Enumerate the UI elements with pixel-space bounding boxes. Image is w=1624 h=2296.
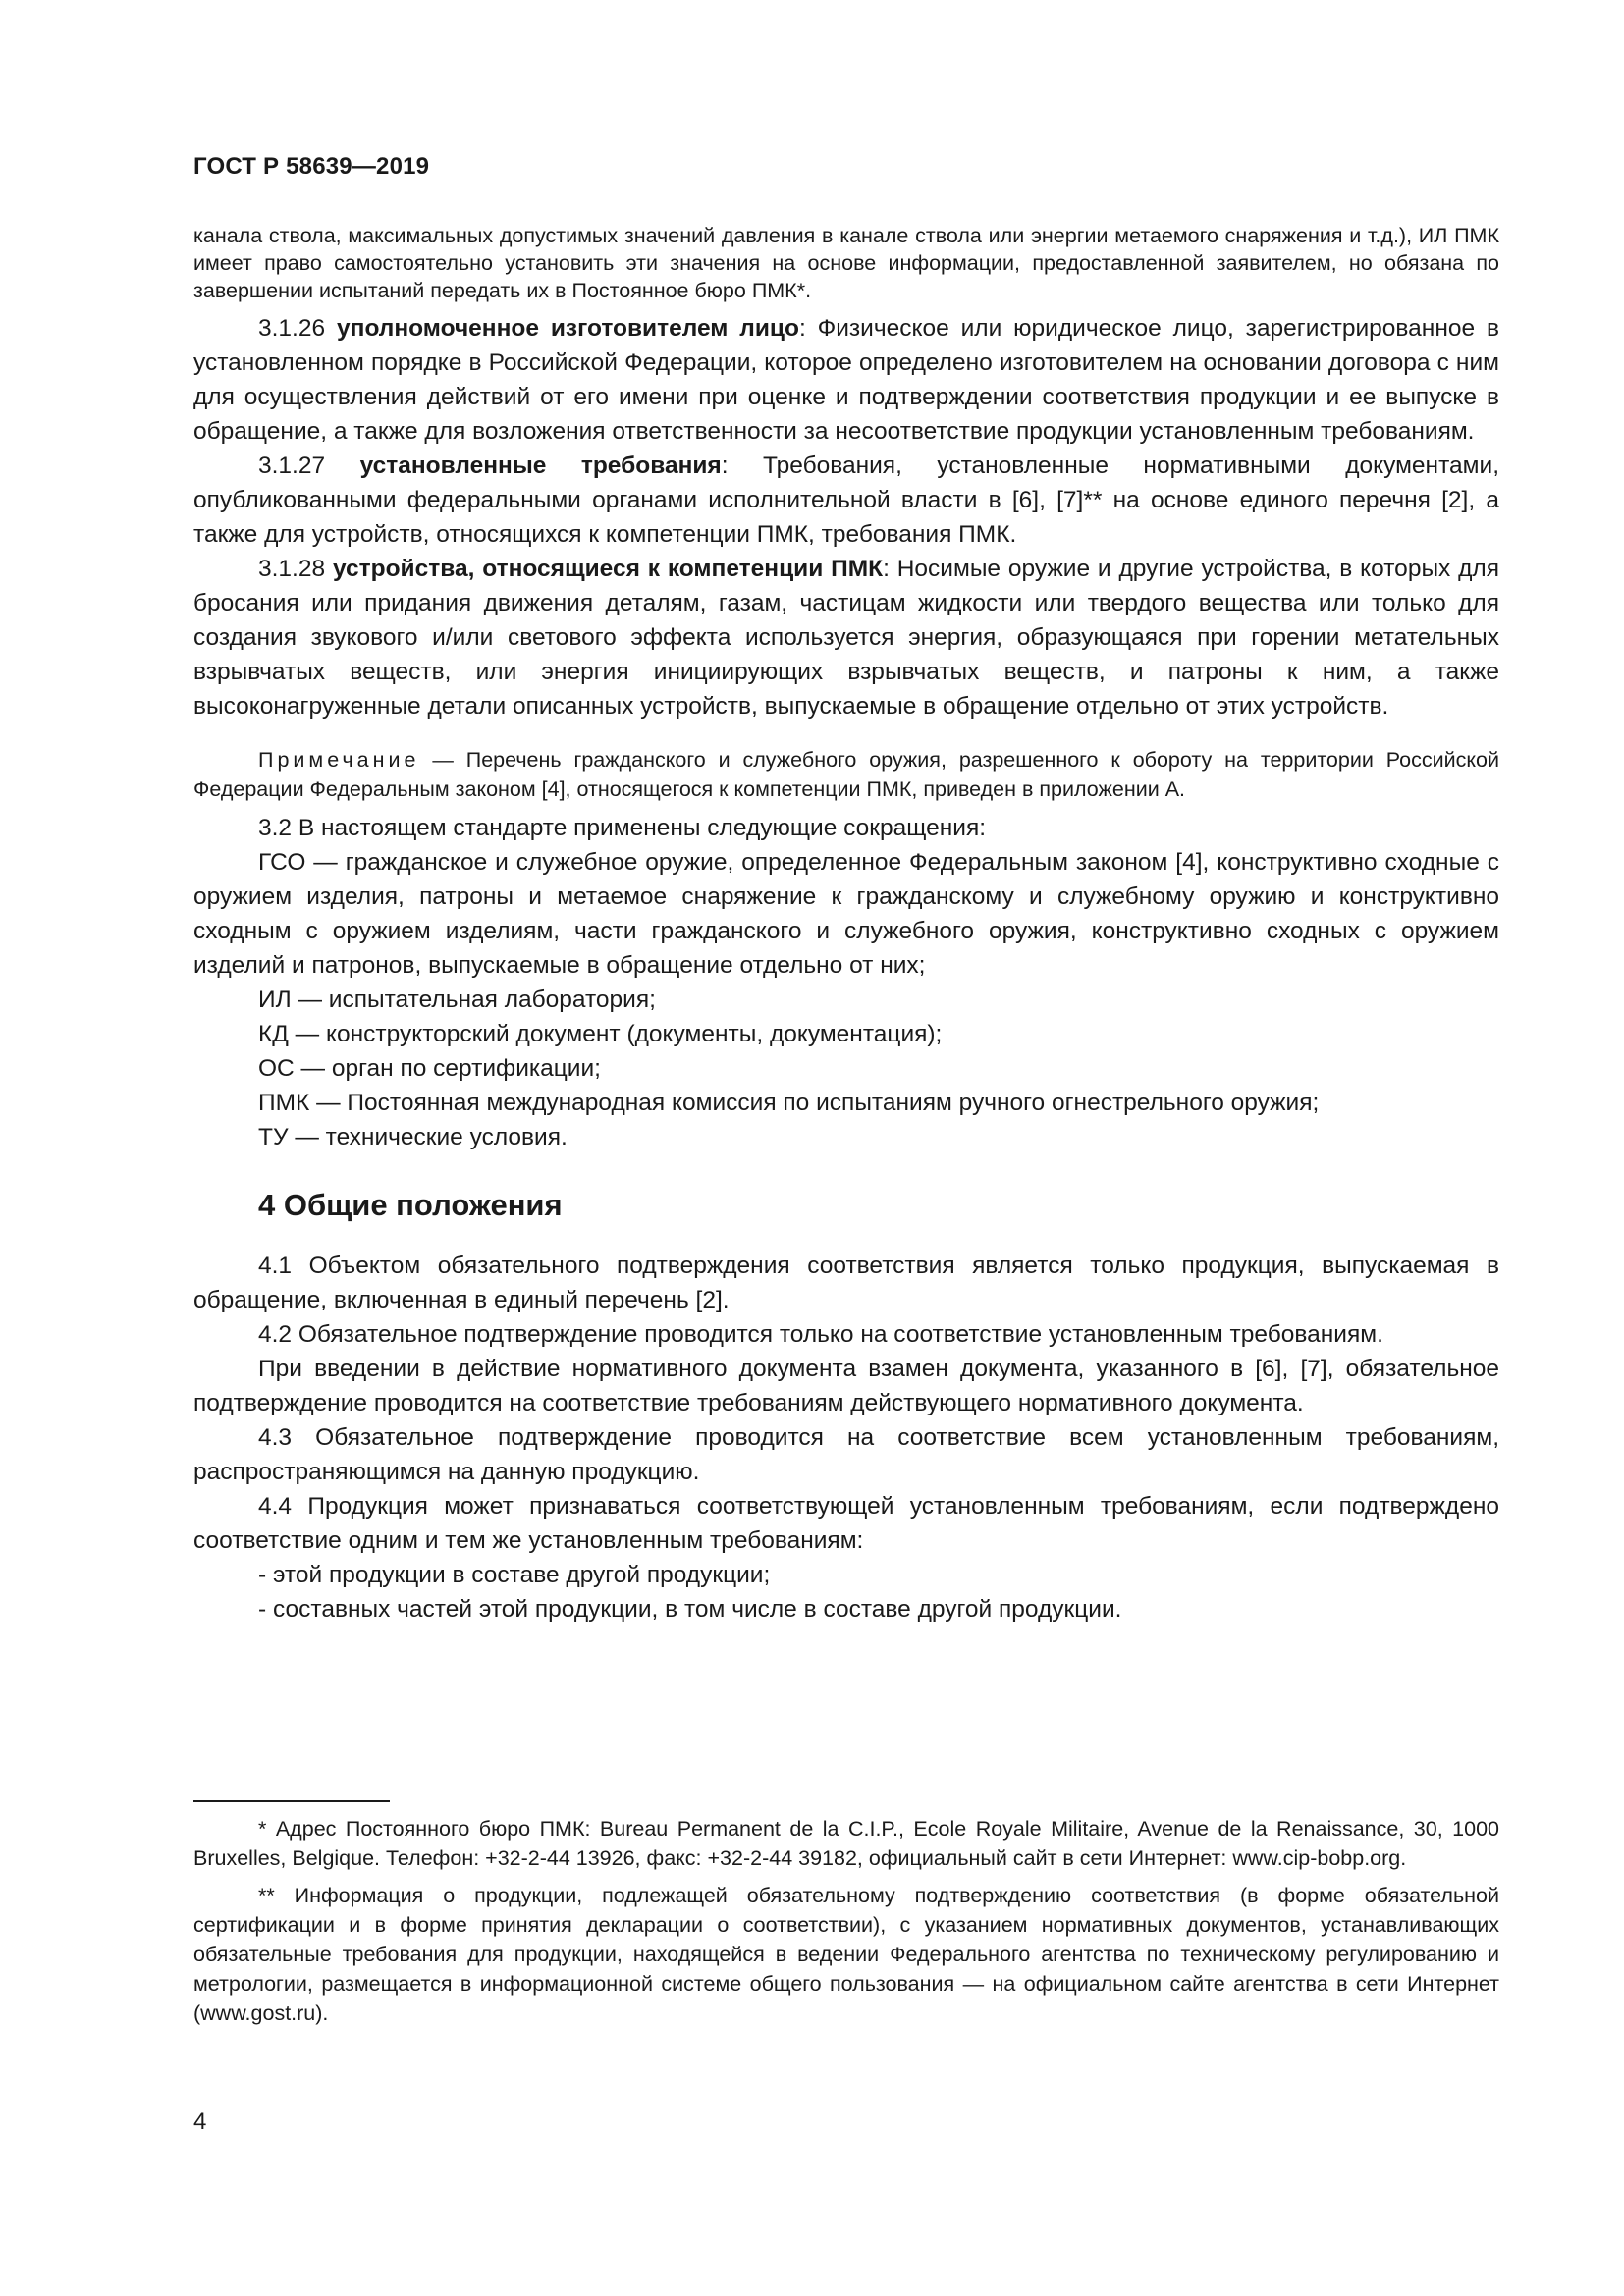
note-text: — Перечень гражданского и служебного оружия, разрешенного к обороту на территории Российской Федерации Федеральным законом [4], относящегося к компетенции ПМК, приведен в приложении А.: [193, 748, 1499, 801]
footnotes: [193, 1814, 1499, 2028]
section-paragraph: 4.3 Обязательное подтверждение проводится на соответствие всем установленным требованиям, распространяющимся на данную продукцию.: [193, 1424, 1499, 1485]
document-header: ГОСТ Р 58639—2019: [193, 153, 430, 180]
footnote-separator: [193, 1800, 390, 1802]
section-paragraph: 4.4 Продукция может признаваться соответствующей установленным требованиям, если подтверждено соответствие одним и тем же установленным требованиям:: [193, 1493, 1499, 1554]
abbreviation-item: ОС — орган по сертификации;: [258, 1055, 601, 1082]
note: [193, 745, 1499, 804]
abbreviation-item: ИЛ — испытательная лаборатория;: [258, 987, 656, 1013]
abbreviation-item: ТУ — технические условия.: [258, 1124, 568, 1150]
definition-3-1-26: [193, 311, 1499, 449]
abbreviation-item: КД — конструкторский документ (документы, документация);: [258, 1021, 943, 1047]
definition-3-1-28: [193, 552, 1499, 723]
clause-number: 3.1.27: [258, 453, 326, 479]
footnote: ** Информация о продукции, подлежащей обязательному подтверждению соответствия (в форме обязательной сертификации и в форме принятия декларации о соответствии), с указанием нормативных документов, устанавливающих обязательные требования для продукции, находящейся в ведении Федерального агентства по техническому регулированию и метрологии, размещается в информационной системе общего пользования — на официальном сайте агентства в сети Интернет (www.gost.ru).: [193, 1884, 1499, 2025]
footnote: * Адрес Постоянного бюро ПМК: Bureau Permanent de la C.I.P., Ecole Royale Militaire, Avenue de la Renaissance, 30, 1000 Bruxelles, Belgique. Телефон: +32-2-44 13926, факс: +32-2-44 39182, официальный сайт в сети Интернет: www.cip-bobp.org.: [193, 1817, 1499, 1870]
definition-text: : Физическое или юридическое лицо, зарегистрированное в установленном порядке в Российской Федерации, которое определено изготовителем на основании договора с ним для осуществления действий от его имени при оценке и подтверждении соответствия продукции и ее выпуске в обращение, а также для возложения ответственности за несоответствие продукции установленным требованиям.: [193, 315, 1499, 445]
defined-term: уполномоченное изготовителем лицо: [337, 315, 799, 342]
continued-paragraph: канала ствола, максимальных допустимых значений давления в канале ствола или энергии метаемого снаряжения и т.д.), ИЛ ПМК имеет право самостоятельно установить эти значения на основе информации, предоставленной заявителем, но обязана по завершении испытаний передать их в Постоянное бюро ПМК*.: [193, 224, 1499, 302]
section-paragraph: При введении в действие нормативного документа взамен документа, указанного в [6], [7], обязательное подтверждение проводится на соответствие требованиям действующего нормативного документа.: [193, 1356, 1499, 1416]
definition-3-1-27: [193, 449, 1499, 552]
page-number: 4: [193, 2109, 207, 2135]
definition-text: : Требования, установленные нормативными документами, опубликованными федеральными органами исполнительной власти в [6], [7]** на основе единого перечня [2], а также для устройств, относящихся к компетенции ПМК, требования ПМК.: [193, 453, 1499, 548]
clause-number: 3.1.28: [258, 556, 326, 582]
abbreviation-item: ПМК — Постоянная международная комиссия по испытаниям ручного огнестрельного оружия;: [258, 1090, 1320, 1116]
abbreviation-item: ГСО — гражданское и служебное оружие, определенное Федеральным законом [4], конструктивно сходные с оружием изделия, патроны и метаемое снаряжение к гражданскому и служебному оружию и конструктивно сходным с оружием изделиям, части гражданского и служебного оружия, конструктивно сходных с оружием изделий и патронов, выпускаемые в обращение отдельно от них;: [193, 849, 1499, 979]
section-paragraph: 4.1 Объектом обязательного подтверждения соответствия является только продукция, выпускаемая в обращение, включенная в единый перечень [2].: [193, 1253, 1499, 1313]
clause-number: 3.1.26: [258, 315, 326, 342]
section-heading: 4 Общие положения: [258, 1188, 563, 1222]
definition-text: : Носимые оружие и другие устройства, в которых для бросания или придания движения деталям, газам, частицам жидкости или твердого вещества или только для создания звукового и/или светового эффекта используется энергия, образующаяся при горении метательных взрывчатых веществ, или энергия инициирующих взрывчатых веществ, и патроны к ним, а также высоконагруженные детали описанных устройств, выпускаемые в обращение отдельно от этих устройств.: [193, 556, 1499, 720]
defined-term: установленные требования: [359, 453, 722, 479]
section-paragraph: 4.2 Обязательное подтверждение проводится только на соответствие установленным требованиям.: [258, 1321, 1383, 1348]
note-label: Примечание: [258, 748, 420, 772]
defined-term: устройства, относящиеся к компетенции ПМК: [332, 556, 884, 582]
document-body: [193, 222, 1499, 1627]
list-item: - этой продукции в составе другой продукции;: [258, 1562, 771, 1588]
abbreviations-intro: 3.2 В настоящем стандарте применены следующие сокращения:: [258, 815, 987, 841]
list-item: - составных частей этой продукции, в том числе в составе другой продукции.: [258, 1596, 1122, 1623]
